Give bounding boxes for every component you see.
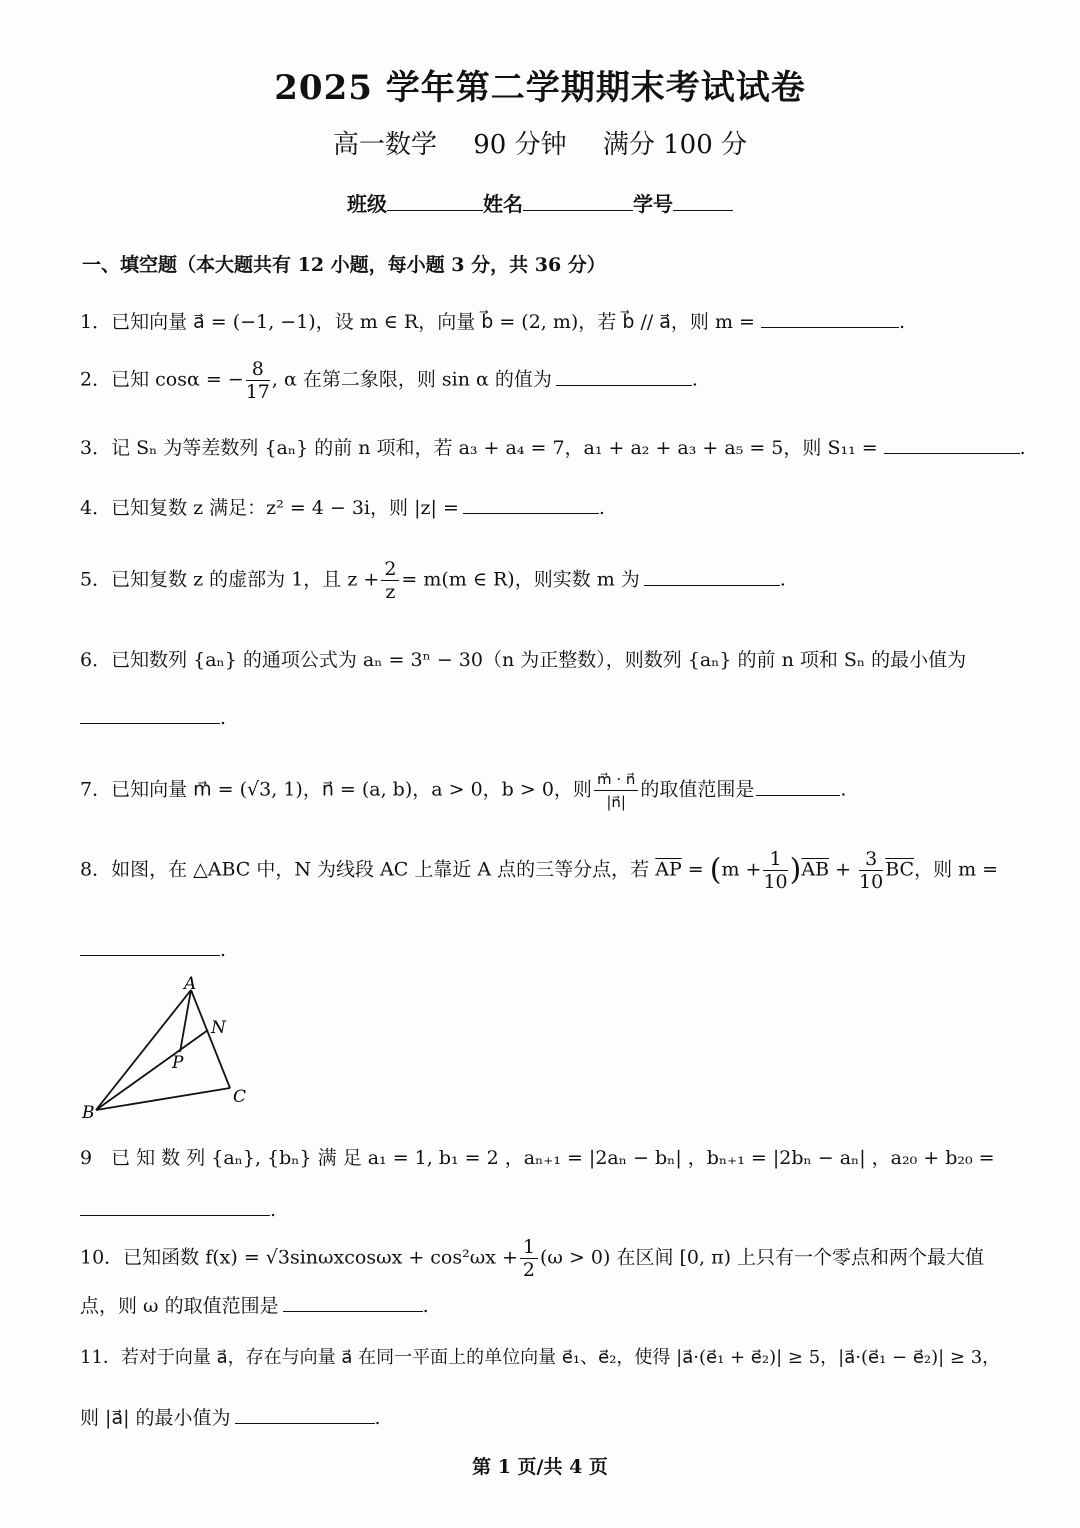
subject-label: 高一数学 (332, 130, 437, 160)
question-1: 1．已知向量 a⃗ = (−1, −1)，设 m ∈ R，向量 b⃗ = (2, m)，若 b⃗ // a⃗，则 m = . (80, 311, 905, 333)
label-p: P (172, 1053, 184, 1073)
answer-blank-10[interactable] (283, 1293, 423, 1312)
student-info-line (0, 188, 1080, 217)
question-10-text-b: (ω > 0) 在区间 [0, π) 上只有一个零点和两个最大值 (540, 1246, 985, 1269)
answer-blank-3[interactable] (884, 435, 1020, 454)
fraction-num: 1 (763, 848, 787, 871)
vector-ap: $\overline{AP}$ (655, 858, 682, 881)
answer-blank-7[interactable] (756, 777, 840, 796)
fraction-2-z (381, 558, 399, 603)
answer-blank-6[interactable] (80, 705, 220, 724)
answer-blank-5[interactable] (644, 567, 780, 586)
fraction-num: 8 (246, 358, 270, 381)
fraction-8-17 (246, 358, 270, 403)
page-number: 第 1 页/共 4 页 (472, 1456, 608, 1478)
question-6-answer-line: . (80, 704, 226, 732)
question-6 (80, 646, 966, 674)
fraction-den: |n⃗| (606, 793, 626, 811)
duration-label: 90 分钟 (473, 130, 567, 160)
answer-blank-2[interactable] (556, 367, 692, 386)
question-6-text: 6．已知数列 {aₙ} 的通项公式为 aₙ = 3ⁿ − 30（n 为正整数），则数列 {aₙ} 的前 n 项和 Sₙ 的最小值为 (80, 649, 967, 671)
class-field[interactable] (387, 192, 483, 211)
segment-bn (96, 1030, 208, 1110)
fraction-num: 2 (381, 558, 399, 581)
question-11-text-b: 则 |a⃗| 的最小值为 (80, 1407, 231, 1429)
label-b: B (82, 1103, 95, 1122)
question-10 (80, 1236, 984, 1281)
question-7-text-b: 的取值范围是 (640, 778, 755, 801)
name-field[interactable] (523, 192, 633, 211)
question-8-text-a: 8．如图，在 △ABC 中，N 为线段 AC 上靠近 A 点的三等分点，若 (80, 858, 650, 881)
question-5-text-a: 5．已知复数 z 的虚部为 1，且 z + (80, 568, 380, 591)
question-10-text-a: 10．已知函数 f(x) = √3sinωxcosωx + cos²ωx + (80, 1246, 518, 1269)
name-label: 姓名 (483, 192, 523, 216)
question-9-text: 9 已 知 数 列 {aₙ}, {bₙ} 满 足 a₁ = 1, b₁ = 2 ，aₙ₊₁ = |2aₙ − bₙ| ，bₙ₊₁ = |2bₙ − aₙ| ，a₂₀ + b₂₀ = (80, 1147, 995, 1169)
answer-blank-8[interactable] (80, 937, 220, 956)
question-2-text-a: 2．已知 cosα = − (80, 368, 244, 391)
question-5: 5．已知复数 z 的虚部为 1，且 z + $\frac{2}{z}$ = m(m ∈ R)，则实数 m 为 . (80, 558, 786, 603)
fraction-den: 2 (522, 1259, 536, 1281)
fraction-1-10 (763, 848, 787, 893)
answer-blank-11[interactable] (235, 1405, 375, 1424)
vector-bc: $\overline{BC}$ (885, 858, 915, 881)
question-8-answer-line: . (80, 936, 226, 964)
paren-close: ) (789, 852, 802, 888)
fraction-den: 10 (763, 871, 788, 893)
fraction-dot-product (594, 768, 638, 813)
question-3-text: 3．记 Sₙ 为等差数列 {aₙ} 的前 n 项和，若 a₃ + a₄ = 7，a₁ + a₂ + a₃ + a₅ = 5，则 S₁₁ = (80, 437, 878, 459)
fraction-den: 10 (859, 871, 884, 893)
question-3: 3．记 Sₙ 为等差数列 {aₙ} 的前 n 项和，若 a₃ + a₄ = 7，a₁ + a₂ + a₃ + a₅ = 5，则 S₁₁ = . (80, 437, 1026, 459)
id-label: 学号 (633, 192, 673, 216)
question-11 (80, 1344, 1000, 1372)
question-2-text-b: , α 在第二象限，则 sin α 的值为 (271, 368, 552, 391)
fraction-den: 17 (245, 381, 270, 403)
question-8-text-b: ，则 m = (914, 858, 999, 881)
exam-subtitle (0, 124, 1080, 161)
side-ab (96, 990, 191, 1110)
paren-open: ( (709, 852, 722, 888)
question-7: 7．已知向量 m⃗ = (√3, 1)，n⃗ = (a, b)，a > 0，b > 0，则 $\frac{m⃗ \cdot n⃗}{|n⃗|}$ 的取值范围是 . (80, 770, 847, 811)
question-11-text-a: 11．若对于向量 a⃗，存在与向量 a⃗ 在同一平面上的单位向量 e⃗₁、e⃗₂，使得 |a⃗·(e⃗₁ + e⃗₂)| ≥ 5，|a⃗·(e⃗₁ − e⃗₂)| ≥ 3， (80, 1347, 1001, 1368)
id-field[interactable] (673, 192, 733, 211)
question-2: 2．已知 cosα = − $\frac{8}{17}$ , α 在第二象限，则 sin α 的值为 . (80, 358, 698, 403)
fraction-1-2 (520, 1236, 538, 1281)
exam-title: 2025 学年第二学期期末考试试卷 (274, 68, 806, 108)
answer-blank-9[interactable] (80, 1197, 270, 1216)
question-8: 8．如图，在 △ABC 中，N 为线段 AC 上靠近 A 点的三等分点，若 $\overline{AP} = (m$ + $\frac{1}{10}$ )$\overline{AB}$ + $\frac{3}{10}$ $\overline{BC}$，则 m = (80, 848, 999, 893)
triangle-figure (78, 972, 258, 1122)
full-score-label: 满分 100 分 (602, 130, 748, 160)
question-1-text: 1．已知向量 a⃗ = (−1, −1)，设 m ∈ R，向量 b⃗ = (2, m)，若 b⃗ // a⃗，则 m = (80, 311, 755, 333)
fraction-den: z (385, 581, 396, 603)
answer-blank-1[interactable] (761, 309, 899, 328)
answer-blank-4[interactable] (463, 495, 599, 514)
label-c: C (233, 1087, 247, 1107)
fraction-3-10 (859, 848, 883, 893)
side-bc (96, 1088, 230, 1110)
class-label: 班级 (347, 192, 387, 216)
question-4: 4．已知复数 z 满足：z² = 4 − 3i，则 |z| = . (80, 497, 605, 519)
question-8-m: m + (721, 858, 762, 881)
question-10-line-2: 点，则 ω 的取值范围是 . (80, 1295, 429, 1317)
vector-ab: $\overline{AB}$ (801, 858, 830, 881)
question-5-text-b: = m(m ∈ R)，则实数 m 为 (401, 568, 640, 591)
fraction-num: 1 (520, 1236, 538, 1259)
label-a: A (184, 974, 197, 994)
question-9-answer-line: . (80, 1196, 276, 1224)
question-10-text-c: 点，则 ω 的取值范围是 (80, 1295, 279, 1317)
fraction-num: 3 (859, 848, 883, 871)
question-7-text-a: 7．已知向量 m⃗ = (√3, 1)，n⃗ = (a, b)，a > 0，b > 0，则 (80, 778, 592, 801)
question-11-line-2: 则 |a⃗| 的最小值为 . (80, 1407, 381, 1429)
question-4-text: 4．已知复数 z 满足：z² = 4 − 3i，则 |z| = (80, 497, 459, 519)
question-9 (80, 1144, 995, 1172)
section-heading: 一、填空题（本大题共有 12 小题，每小题 3 分，共 36 分） (82, 254, 606, 276)
fraction-num: m⃗ · n⃗ (594, 768, 638, 791)
label-n: N (211, 1018, 226, 1038)
